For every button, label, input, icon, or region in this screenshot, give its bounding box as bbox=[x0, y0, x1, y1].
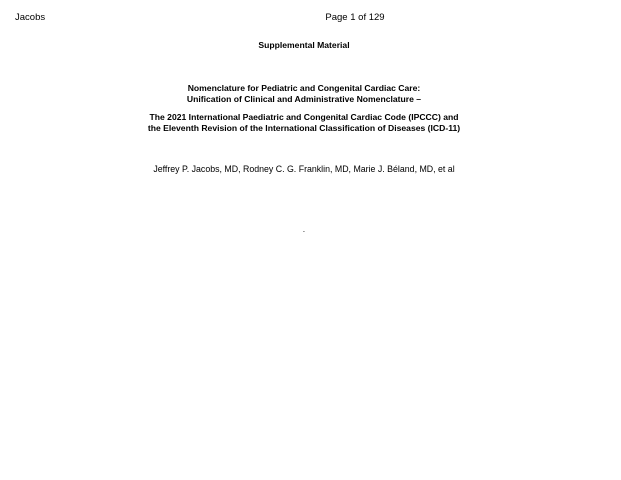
footnote-mark: . bbox=[302, 224, 306, 234]
title-block-2 bbox=[0, 112, 608, 134]
title-line: the Eleventh Revision of the International Classification of Diseases (ICD-11) bbox=[147, 123, 461, 133]
running-header-author: Jacobs bbox=[15, 12, 46, 23]
title-line: The 2021 International Paediatric and Congenital Cardiac Code (IPCCC) and bbox=[149, 112, 459, 122]
supplemental-heading: Supplemental Material bbox=[258, 40, 350, 50]
title-line: Unification of Clinical and Administrative Nomenclature – bbox=[186, 94, 422, 104]
page-number: Page 1 of 129 bbox=[325, 12, 385, 23]
title-block-1 bbox=[0, 83, 608, 105]
title-line: Nomenclature for Pediatric and Congenital Cardiac Care: bbox=[187, 83, 421, 93]
author-list: Jeffrey P. Jacobs, MD, Rodney C. G. Franklin, MD, Marie J. Béland, MD, et al bbox=[153, 164, 455, 174]
